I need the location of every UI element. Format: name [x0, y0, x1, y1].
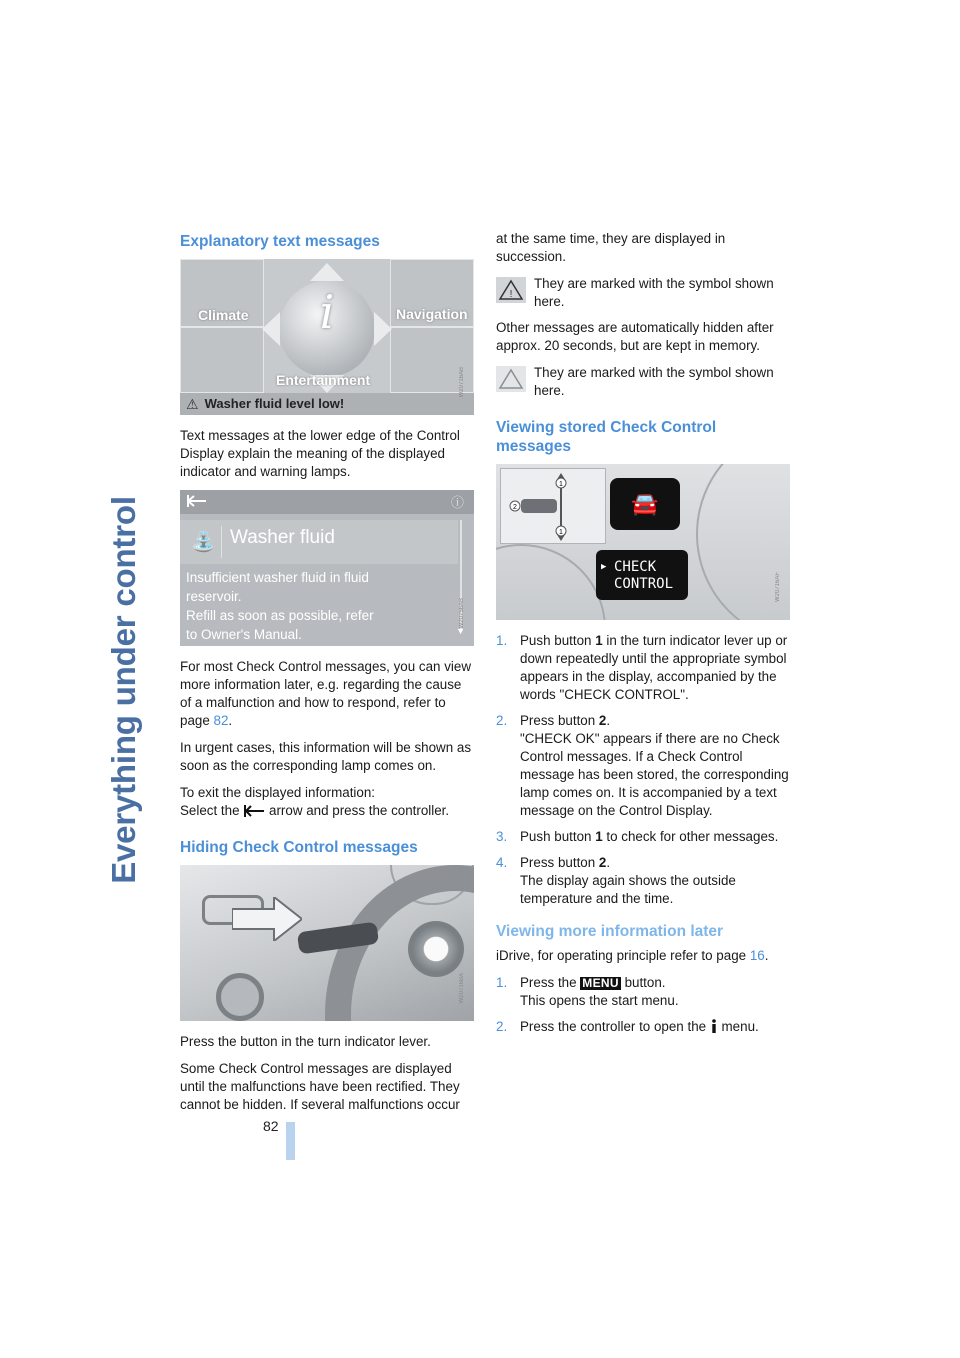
figure-steering-wheel: [180, 865, 474, 1021]
svg-text:!: !: [509, 289, 513, 300]
right-column: [496, 230, 791, 1044]
arrow-left-icon: [262, 312, 280, 346]
steps-stored-messages: [496, 632, 791, 908]
back-arrow-icon: [186, 493, 208, 509]
detail-line: to Owner's Manual.: [186, 627, 302, 642]
warning-note-temporary: [496, 364, 791, 400]
list-item: 3. Push button 1 to check for other messages.: [496, 829, 779, 844]
page-link-82[interactable]: 82: [213, 713, 229, 728]
paragraph: In urgent cases, this information will be shown as soon as the corresponding lamp comes on.: [180, 740, 472, 773]
back-arrow-icon: [243, 804, 265, 817]
paragraph: Text messages at the lower edge of the Control Display explain the meaning of the displayed indicator and warning lamps.: [180, 428, 460, 479]
warning-text-bar: [180, 393, 474, 415]
page-link-16[interactable]: 16: [749, 948, 765, 963]
heading-viewing-stored-check-control: Viewing stored Check Control messages: [496, 419, 717, 455]
menu-label-climate: Climate: [198, 307, 249, 323]
menu-button-icon: MENU: [582, 976, 619, 990]
scroll-down-icon: ▼: [456, 626, 465, 636]
figure-code: W20756AB: [459, 597, 465, 628]
figure-washer-fluid-detail: [180, 490, 474, 646]
page-marker-bar: [286, 1122, 295, 1160]
menu-label-entertainment: Entertainment: [276, 372, 371, 388]
arrow-up-icon: [310, 263, 344, 281]
paragraph: Press the button in the turn indicator lever.: [180, 1034, 431, 1049]
figure-code: W20716BA: [459, 972, 465, 1003]
paragraph: Other messages are automatically hidden after approx. 20 seconds, but are kept in memory.: [496, 320, 774, 353]
lever-inset: [500, 468, 606, 544]
list-item: 1. Push button 1 in the turn indicator lever up or down repeatedly until the appropriate symbol appears in the display, accompanied by the words "CHECK CONTROL".: [496, 633, 788, 702]
detail-line: Insufficient washer fluid in fluid: [186, 570, 369, 585]
selector-arrow-icon: ▶: [601, 562, 607, 572]
warning-note-permanent: [496, 275, 791, 311]
warning-triangle-icon: [496, 277, 526, 303]
paragraph: iDrive, for operating principle refer to page 16.: [496, 948, 769, 963]
figure-code: W20716AF: [775, 571, 781, 602]
steps-more-information: [496, 974, 791, 1036]
list-item: 1. Press the MENU button. This opens the start menu.: [496, 975, 679, 1008]
figure-check-control-display: [496, 464, 790, 620]
menu-cell-bottom-left: [180, 327, 264, 393]
svg-text:1: 1: [559, 481, 563, 488]
detail-top-bar: [180, 490, 474, 514]
paragraph: at the same time, they are displayed in succession.: [496, 231, 726, 264]
side-chapter-title: Everything under control: [105, 496, 142, 884]
info-icon: [710, 1019, 718, 1033]
info-icon: ⓘ: [450, 495, 464, 510]
info-icon: i: [319, 285, 335, 339]
exit-instruction: To exit the displayed information:: [180, 785, 376, 800]
arrow-right-icon: [374, 312, 392, 346]
figure-code: W20716AB: [459, 366, 465, 397]
paragraph: Some Check Control messages are displayed until the malfunctions have been rectified. They cannot be hidden. If several malfunctions occur: [180, 1061, 460, 1112]
heading-hiding-check-control: Hiding Check Control messages: [180, 839, 418, 856]
paragraph: For most Check Control messages, you can view more information later, e.g. regarding the cause of a malfunction and how to respond, refer to page 82.: [180, 659, 471, 728]
warning-note-text: They are marked with the symbol shown here.: [534, 276, 774, 309]
heading-viewing-more-information: Viewing more information later: [496, 923, 724, 940]
detail-title: Washer fluid: [230, 527, 335, 548]
warning-triangle-icon: ⚠: [186, 396, 199, 412]
svg-text:1: 1: [559, 529, 563, 536]
detail-line: Refill as soon as possible, refer: [186, 608, 374, 623]
pointer-arrow-icon: [232, 897, 302, 941]
bmw-logo-icon: [408, 921, 464, 977]
list-item: 2. Press button 2. "CHECK OK" appears if there are no Check Control messages. If a Check Control message has been stored, the corresponding lamp comes on. It is accompanied by a text message on the Control Display.: [496, 713, 789, 818]
svg-text:2: 2: [513, 504, 517, 511]
light-switch-knob: [216, 973, 264, 1021]
left-column: [180, 230, 475, 1123]
lever-buttons-icon: [501, 469, 607, 545]
check-control-display: [596, 550, 688, 600]
figure-start-menu: [180, 259, 474, 415]
list-item: 2. Press the controller to open the menu.: [496, 1019, 759, 1034]
heading-explanatory-text-messages: Explanatory text messages: [180, 233, 380, 250]
idrive-info-ball: [279, 281, 375, 377]
list-item: 4. Press button 2. The display again shows the outside temperature and the time.: [496, 855, 736, 906]
car-symbol-icon: 🚘: [610, 478, 680, 530]
detail-line: reservoir.: [186, 589, 242, 604]
warning-note-text: They are marked with the symbol shown here.: [534, 365, 774, 398]
washer-fluid-icon: ⛲: [186, 526, 222, 558]
menu-label-navigation: Navigation: [396, 306, 468, 322]
warning-message: Washer fluid level low!: [204, 396, 345, 411]
warning-triangle-outline-icon: [496, 366, 526, 392]
check-control-line: CHECK: [614, 559, 657, 575]
page-number: 82: [263, 1118, 279, 1134]
detail-header: [180, 520, 458, 564]
detail-body: [186, 568, 454, 644]
check-control-line: CONTROL: [614, 576, 674, 592]
instrument-dial: [496, 544, 606, 620]
paragraph: To exit the displayed information: Select the arrow and press the controller.: [180, 785, 450, 818]
